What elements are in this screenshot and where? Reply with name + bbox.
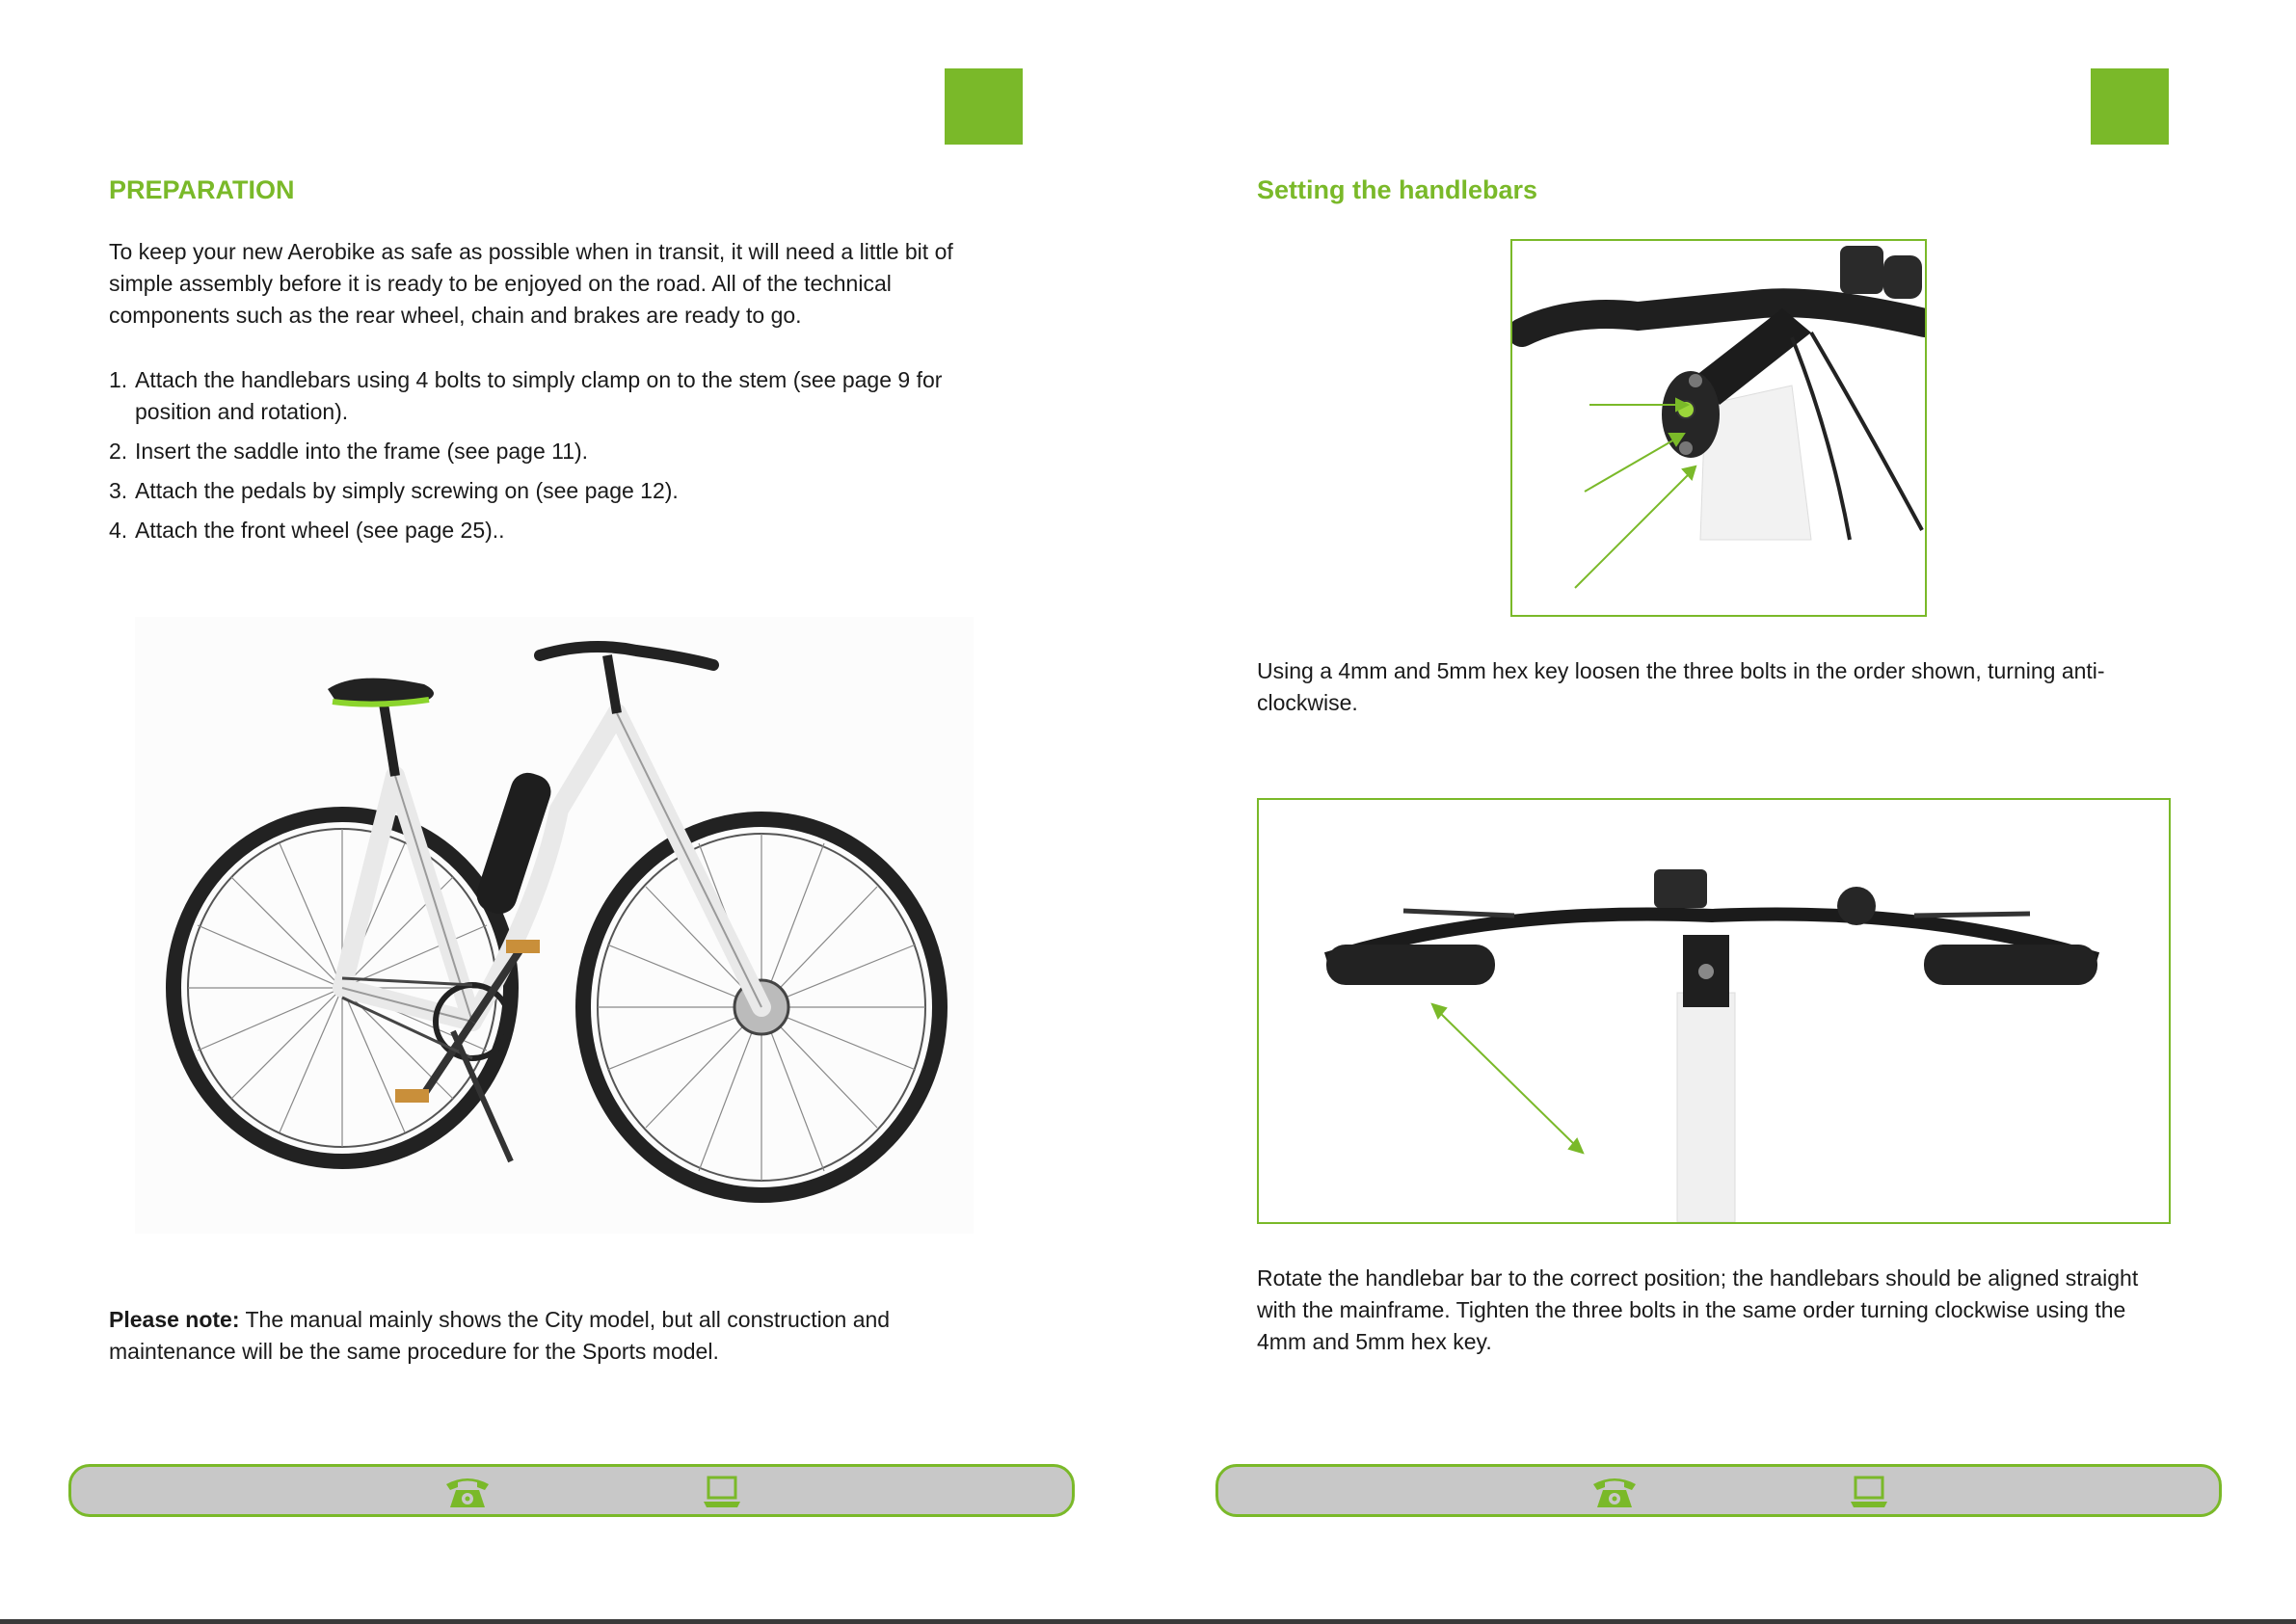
caption-loosen-bolts: Using a 4mm and 5mm hex key loosen the three bolts in the order shown, turning anti-clockwise. [1257,658,2105,715]
footer-bar [68,1464,1075,1517]
section-heading: Setting the handlebars [1257,175,1538,204]
laptop-icon [703,1475,741,1509]
note-paragraph [109,1304,996,1368]
bicycle-image [135,617,974,1234]
list-item: 4. Attach the front wheel (see page 25).. [109,518,505,543]
page-tab-marker [945,68,1023,145]
phone-icon [1589,1475,1640,1509]
right-page [1148,0,2296,1624]
footer-bar [1215,1464,2222,1517]
page-tab-marker [2091,68,2169,145]
assembly-steps-list [109,364,996,554]
list-item: 3. Attach the pedals by simply screwing on (see page 12). [109,478,679,503]
handlebar-alignment-image [1257,798,2171,1224]
intro-paragraph: To keep your new Aerobike as safe as possible when in transit, it will need a little bit of simple assembly before it is ready to be enjoyed on the road. All of the technical components such as the rear wheel, chain and brakes are ready to go. [109,239,953,328]
note-text: The manual mainly shows the City model, but all construction and maintenance will be the same procedure for the Sports model. [109,1307,891,1364]
list-item: 2. Insert the saddle into the frame (see page 11). [109,439,589,464]
laptop-icon [1850,1475,1888,1509]
phone-icon [442,1475,493,1509]
stem-bolts-image [1510,239,1927,617]
note-label: Please note: [109,1307,240,1332]
caption-rotate-handlebar: Rotate the handlebar bar to the correct position; the handlebars should be aligned straight with the mainframe. Tighten the three bolts in the same order turning clockwise using the 4mm and 5mm hex key. [1257,1265,2139,1354]
bottom-divider [0,1619,2296,1624]
page-heading: PREPARATION [109,175,295,204]
list-item: 1. Attach the handlebars using 4 bolts to simply clamp on to the stem (see page 9 for position and rotation). [109,367,943,424]
